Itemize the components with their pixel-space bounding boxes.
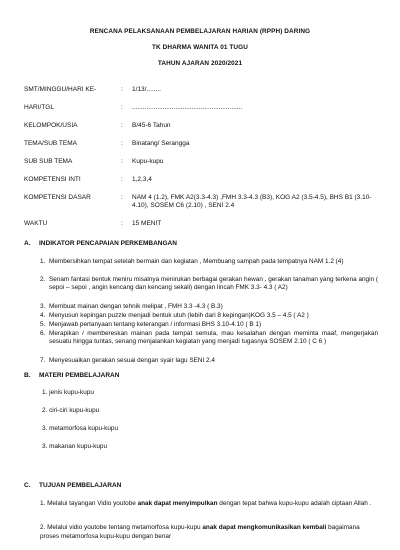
info-colon: : [121,140,123,147]
item-number: 7. [40,357,46,364]
info-label: KOMPETENSI DASAR [24,194,91,201]
section-title: MATERI PEMBELAJARAN [39,372,120,379]
item-number: 2. [40,276,46,283]
info-colon: : [121,104,123,111]
info-value: NAM 4 (1.2), FMK A2(3.3-4.3) ,FMH 3.3-4.3 (B3), KOG A2 (3.5-4.5), BHS B1 (3.10-4.10), SOSEM C6 (2.10) , SENI 2.4 [132,194,372,210]
item-number: 1. [40,258,46,265]
item-number: 5. [40,321,46,328]
section-letter: C. [24,482,31,489]
info-value: 15 MENIT [132,220,162,227]
info-colon: : [121,122,123,129]
item-text: Menyusun kepingan puzzle menjadi bentuk utuh (lebih dari 8 kepingan)KOG 3.5 – 4.5 ( A2 ) [49,312,309,319]
section-title: INDIKATOR PENCAPAIAN PERKEMBANGAN [39,240,177,247]
info-value: 1/13/........ [132,86,161,93]
section-letter: B. [24,372,31,379]
info-label: KELOMPOK/USIA [24,122,78,129]
school-year: TAHUN AJARAN 2020/2021 [157,60,243,67]
list-item [40,500,378,509]
item-text: Membuat mainan dengan tehnik melipat , FMH 3.3 -4.3 ( B.3) [49,303,223,310]
list-item [40,524,378,541]
item-text: Menyesuaikan gerakan sesuai dengan syair lagu SENI 2.4 [49,357,215,364]
info-label: SMT/MINGGU/HARI KE- [24,86,97,93]
item-text: Membersihkan tempat setelah bermain dan kegiatan , Membuang sampah pada tempatnya NAM 1.2 (4) [49,258,344,265]
item-emphasis: anak dapat mengkomunikasikan kembali [202,524,327,531]
item-text: Merapikan / membereskan mainan pada tempat semula, mau kesalahan dengan meminta maaf, mengerjakan sesuatu hingga tuntas, senang menjalankan kegiatan yang menjadi tugasnya SOSEM 2.10 ( C 6 ) [49,330,378,346]
info-value: Kupu-kupu [132,158,164,165]
info-value: Binatang/ Serangga [132,140,190,147]
item-number: 6. [40,330,46,337]
info-colon: : [121,158,123,165]
item-text: Menjawab pertanyaan tentang keterangan / informasi BHS 3.10-4.10 ( B 1) [49,321,262,328]
school-name: TK DHARMA WANITA 01 TUGU [152,44,248,51]
section-letter: A. [24,240,31,247]
info-value: B/45-6 Tahun [132,122,171,129]
info-colon: : [121,86,123,93]
item-text: bagaimana proses metamorfosa kupu-kupu dengan benar [40,524,360,540]
list-item: 2. ciri-ciri kupu-kupu [42,407,100,414]
info-label: HARI/TGL [24,104,54,111]
info-colon: : [121,176,123,183]
info-label: TEMA/SUB TEMA [24,140,77,147]
item-text: 2. Melalui vidio youtobe tentang metamorfosa kupu-kupu [40,524,203,531]
item-number: 4. [40,312,46,319]
info-value: ............................................................. [132,104,243,111]
list-item: 3. makanan kupu-kupu [42,443,108,450]
info-colon: : [121,220,123,227]
info-label: SUB SUB TEMA [24,158,73,165]
list-item: 3. metamorfosa kupu-kupu [42,425,119,432]
item-text: dengan tepat bahwa kupu-kupu adalah ciptaan Allah . [217,500,372,507]
list-item: 1. jenis kupu-kupu [42,389,94,396]
info-colon: : [121,194,123,201]
info-value: 1,2,3,4 [132,176,152,183]
item-number: 3. [40,303,46,310]
info-label: KOMPETENSI INTI [24,176,81,183]
item-emphasis: anak dapat menyimpulkan [137,500,218,507]
item-text: Senam fantasi bentuk meniru misalnya menirukan berbagai gerakan hewan , gerakan tanaman yang terkena angin ( sepoi – sepoi , angin kencang dan kencang sekali) dengan lincah FMK 3.3- 4.3 ( A2) [49,276,378,292]
info-label: WAKTU [24,220,48,227]
item-text: 1. Melalui tayangan Vidio youtobe [40,500,138,507]
section-title: TUJUAN PEMBELAJARAN [39,482,122,489]
document-title: RENCANA PELAKSANAAN PEMBELAJARAN HARIAN (RPPH) DARING [89,28,311,35]
